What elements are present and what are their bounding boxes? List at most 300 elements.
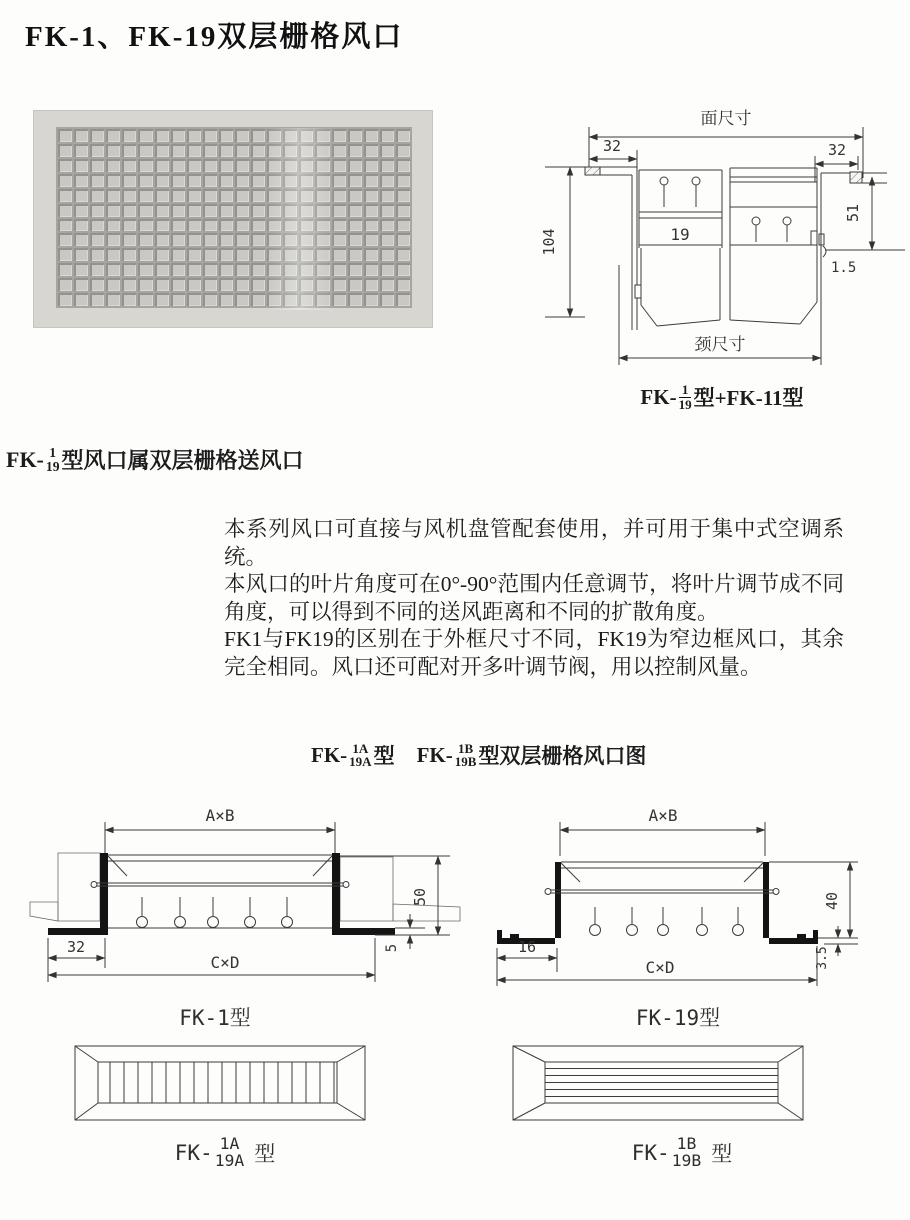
grille-cell xyxy=(58,263,72,276)
grille-cell xyxy=(315,233,329,246)
grille-cell xyxy=(74,189,88,202)
dim-51-label: 51 xyxy=(844,203,862,223)
grille-cell xyxy=(138,189,152,202)
description-paragraph-3: FK1与FK19的区别在于外框尺寸不同，FK19为窄边框风口，其余完全相同。风口还可配对开多叶调节阀，用以控制风量。 xyxy=(224,627,844,679)
grille-cell xyxy=(364,204,378,217)
caption-frac-den: 19 xyxy=(678,397,692,412)
grille-cell xyxy=(235,263,249,276)
grille-product-photo xyxy=(33,110,433,328)
grille-cell xyxy=(219,278,233,291)
grille-cell xyxy=(396,204,410,217)
grille-cell xyxy=(187,189,201,202)
grille-cell xyxy=(364,159,378,172)
grille-cell xyxy=(348,144,362,157)
caption-frac-num: 1 xyxy=(679,383,692,398)
front-left-prefix: FK- xyxy=(174,1140,213,1165)
diagram-heading-left xyxy=(311,740,395,770)
grille-cell xyxy=(396,129,410,142)
grille-cell xyxy=(138,159,152,172)
grille-cell xyxy=(187,219,201,232)
grille-cell xyxy=(315,219,329,232)
heading-suffix-b: 型双层栅格风口图 xyxy=(478,744,647,768)
grille-cell xyxy=(332,278,346,291)
grille-cell xyxy=(171,293,185,306)
grille-cell xyxy=(155,129,169,142)
grille-cell xyxy=(171,219,185,232)
fk1-dim-ab: A×B xyxy=(205,806,235,825)
grille-cell xyxy=(235,219,249,232)
grille-cell xyxy=(187,144,201,157)
grille-cell xyxy=(235,248,249,261)
grille-cell xyxy=(58,293,72,306)
caption-prefix: FK- xyxy=(640,384,677,409)
combined-section-drawing xyxy=(540,100,908,370)
vertical-slats xyxy=(110,1062,334,1103)
grille-cell xyxy=(364,233,378,246)
grille-cell xyxy=(58,219,72,232)
grille-cell xyxy=(332,293,346,306)
grille-cell xyxy=(155,263,169,276)
fk1-section-drawing xyxy=(30,790,460,1025)
front-right-num: 1B xyxy=(676,1134,697,1153)
fk19-blade-pins xyxy=(590,907,744,936)
grille-cell xyxy=(171,204,185,217)
grille-cell xyxy=(267,129,281,142)
grille-cell xyxy=(106,159,120,172)
grille-cell xyxy=(74,278,88,291)
description-paragraph-2: 本风口的叶片角度可在0°-90°范围内任意调节，将叶片调节成不同角度，可以得到不同的送风距离和不同的扩散角度。 xyxy=(224,572,844,624)
grille-cell xyxy=(122,159,136,172)
grille-cell xyxy=(171,278,185,291)
grille-cell xyxy=(171,174,185,187)
grille-cell xyxy=(122,263,136,276)
intro-suffix: 型风口属双层栅格送风口 xyxy=(61,448,304,473)
grille-cell xyxy=(203,129,217,142)
grille-cell xyxy=(364,174,378,187)
grille-cell xyxy=(138,219,152,232)
grille-cell xyxy=(74,129,88,142)
grille-cell xyxy=(251,233,265,246)
grille-cell xyxy=(283,159,297,172)
combined-drawing-caption xyxy=(622,382,822,412)
grille-cell xyxy=(58,189,72,202)
grille-cell xyxy=(58,278,72,291)
grille-cell xyxy=(396,263,410,276)
grille-cell xyxy=(138,174,152,187)
grille-cell xyxy=(380,219,394,232)
grille-cell xyxy=(396,189,410,202)
grille-cell xyxy=(380,293,394,306)
grille-cell xyxy=(315,278,329,291)
grille-cell xyxy=(90,278,104,291)
grille-cell xyxy=(332,159,346,172)
grille-cell xyxy=(58,174,72,187)
grille-cell xyxy=(251,293,265,306)
fk1-dim-cd: C×D xyxy=(210,953,240,972)
grille-cell xyxy=(106,129,120,142)
grille-cell xyxy=(171,129,185,142)
grille-cell xyxy=(58,233,72,246)
heading-num-a: 1A xyxy=(352,740,369,756)
grille-cell xyxy=(235,129,249,142)
dim-face-label: 面尺寸 xyxy=(700,109,752,129)
grille-cell xyxy=(235,233,249,246)
grille-cell xyxy=(299,263,313,276)
grille-cell xyxy=(203,159,217,172)
grille-cell xyxy=(187,159,201,172)
grille-cell xyxy=(315,129,329,142)
grille-cell xyxy=(187,204,201,217)
grille-cell xyxy=(74,219,88,232)
grille-cell xyxy=(299,189,313,202)
grille-cell xyxy=(283,144,297,157)
grille-cell xyxy=(364,189,378,202)
grille-cell xyxy=(348,189,362,202)
grille-cell xyxy=(251,189,265,202)
grille-cell xyxy=(171,159,185,172)
grille-cell xyxy=(235,159,249,172)
grille-cell xyxy=(299,204,313,217)
fk1-dim-32: 32 xyxy=(66,938,86,956)
grille-cell xyxy=(122,248,136,261)
grille-cell xyxy=(283,129,297,142)
grille-cell xyxy=(58,144,72,157)
grille-cell xyxy=(267,159,281,172)
grille-cell xyxy=(348,293,362,306)
grille-cell xyxy=(219,144,233,157)
grille-cell xyxy=(332,204,346,217)
grille-cell xyxy=(315,159,329,172)
grille-cell xyxy=(396,219,410,232)
grille-cell xyxy=(74,159,88,172)
grille-cell xyxy=(283,189,297,202)
grille-cell xyxy=(283,263,297,276)
grille-cell xyxy=(332,263,346,276)
intro-prefix: FK- xyxy=(6,446,44,472)
grille-cell xyxy=(122,293,136,306)
page-title: FK-1、FK-19双层栅格风口 xyxy=(25,21,404,53)
grille-cell xyxy=(106,233,120,246)
grille-cell xyxy=(235,204,249,217)
fk19-dim-cd: C×D xyxy=(645,958,675,977)
grille-cell xyxy=(396,293,410,306)
grille-cell xyxy=(138,204,152,217)
grille-cell xyxy=(380,248,394,261)
grille-cell xyxy=(106,204,120,217)
grille-cell xyxy=(364,248,378,261)
heading-num-b: 1B xyxy=(457,740,474,756)
grille-cell xyxy=(267,144,281,157)
grille-cell xyxy=(187,174,201,187)
grille-cell xyxy=(396,233,410,246)
grille-cell xyxy=(106,263,120,276)
grille-cell xyxy=(235,278,249,291)
grille-cell xyxy=(219,204,233,217)
grille-cell xyxy=(90,174,104,187)
grille-cell xyxy=(187,293,201,306)
grille-cell xyxy=(106,248,120,261)
grille-cell xyxy=(155,189,169,202)
grille-cell xyxy=(171,248,185,261)
grille-cell xyxy=(348,263,362,276)
grille-cell xyxy=(267,219,281,232)
grille-cell xyxy=(315,204,329,217)
grille-cell xyxy=(299,129,313,142)
grille-cell xyxy=(380,159,394,172)
fk19-dim-3-5: 3.5 xyxy=(815,946,830,970)
fk1-caption: FK-1型 xyxy=(179,1006,251,1030)
grille-cell xyxy=(90,248,104,261)
intro-frac-den: 19 xyxy=(45,458,60,474)
grille-cell xyxy=(283,278,297,291)
front-view-vertical-slats xyxy=(70,1040,380,1130)
fk19-dim-ab: A×B xyxy=(648,806,678,825)
grille-cell xyxy=(203,174,217,187)
grille-cell xyxy=(122,278,136,291)
horizontal-slats xyxy=(545,1069,778,1097)
grille-cell xyxy=(122,219,136,232)
description-paragraph-1: 本系列风口可直接与风机盘管配套使用，并可用于集中式空调系统。 xyxy=(224,517,844,569)
grille-cell xyxy=(90,293,104,306)
grille-cell xyxy=(380,233,394,246)
grille-cell xyxy=(122,204,136,217)
grille-cell xyxy=(283,248,297,261)
grille-cell xyxy=(106,174,120,187)
grille-cell xyxy=(155,174,169,187)
grille-cell xyxy=(106,278,120,291)
grille-cell xyxy=(348,129,362,142)
grille-cell xyxy=(155,278,169,291)
grille-cell xyxy=(299,248,313,261)
grille-cell xyxy=(90,189,104,202)
dim-32-right-label: 32 xyxy=(827,141,847,159)
fk1-dim-50: 50 xyxy=(411,887,429,907)
grille-cell xyxy=(267,263,281,276)
grille-cell xyxy=(348,204,362,217)
grille-cell xyxy=(251,248,265,261)
grille-cell xyxy=(90,204,104,217)
grille-cell xyxy=(138,248,152,261)
grille-cell xyxy=(203,263,217,276)
front-right-caption xyxy=(602,1136,762,1169)
grille-cell xyxy=(219,248,233,261)
heading-den-b: 19B xyxy=(454,754,477,769)
grille-cell xyxy=(155,293,169,306)
grille-cell xyxy=(74,248,88,261)
grille-cell xyxy=(332,219,346,232)
grille-cell xyxy=(235,189,249,202)
grille-cell xyxy=(203,204,217,217)
grille-cell xyxy=(90,233,104,246)
grille-cell xyxy=(122,174,136,187)
grille-cell xyxy=(315,293,329,306)
front-left-caption xyxy=(145,1136,305,1169)
grille-cell xyxy=(299,219,313,232)
grille-cell xyxy=(187,233,201,246)
grille-cell xyxy=(155,144,169,157)
grille-cell xyxy=(219,159,233,172)
grille-cell xyxy=(90,219,104,232)
grille-cell xyxy=(348,219,362,232)
grille-cell xyxy=(219,219,233,232)
grille-cell xyxy=(332,144,346,157)
caption-suffix: 型+FK-11型 xyxy=(693,386,804,410)
fk19-dim-16: 16 xyxy=(517,938,537,956)
grille-cell xyxy=(219,233,233,246)
grille-cell xyxy=(122,233,136,246)
diagram-heading xyxy=(311,740,646,770)
grille-cell xyxy=(251,219,265,232)
grille-cell xyxy=(283,293,297,306)
grille-cell xyxy=(267,204,281,217)
grille-cell xyxy=(299,174,313,187)
fk19-dim-40: 40 xyxy=(823,891,841,911)
grille-cell xyxy=(251,159,265,172)
grille-cell xyxy=(171,233,185,246)
grille-cell xyxy=(364,129,378,142)
grille-cell xyxy=(155,204,169,217)
grille-cell xyxy=(251,129,265,142)
grille-cell xyxy=(267,293,281,306)
grille-cell xyxy=(138,263,152,276)
heading-prefix-b: FK- xyxy=(416,742,453,767)
front-view-horizontal-slats xyxy=(510,1040,820,1130)
grille-cell xyxy=(58,248,72,261)
fk11-damper-unit xyxy=(730,168,824,324)
grille-cell xyxy=(380,263,394,276)
grille-cell xyxy=(332,129,346,142)
fk19-section-drawing xyxy=(480,790,910,1025)
grille-cell xyxy=(74,263,88,276)
grille-cell xyxy=(138,293,152,306)
grille-cell xyxy=(155,248,169,261)
grille-cell xyxy=(283,219,297,232)
grille-photo-grid xyxy=(56,127,412,308)
dim-1-5-label: 1.5 xyxy=(831,260,857,276)
grille-cell xyxy=(122,129,136,142)
grille-cell xyxy=(283,174,297,187)
grille-cell xyxy=(74,204,88,217)
grille-cell xyxy=(315,144,329,157)
grille-cell xyxy=(380,129,394,142)
grille-cell xyxy=(106,219,120,232)
grille-cell xyxy=(171,189,185,202)
grille-cell xyxy=(267,248,281,261)
dim-neck-label: 颈尺寸 xyxy=(694,335,746,355)
grille-cell xyxy=(58,204,72,217)
grille-cell xyxy=(219,129,233,142)
grille-cell xyxy=(364,144,378,157)
description-text xyxy=(224,516,844,682)
grille-cell xyxy=(203,248,217,261)
intro-frac-num: 1 xyxy=(49,444,57,460)
grille-cell xyxy=(90,129,104,142)
grille-cell xyxy=(74,174,88,187)
grille-cell xyxy=(267,189,281,202)
grille-cell xyxy=(187,248,201,261)
grille-cell xyxy=(138,144,152,157)
grille-cell xyxy=(235,144,249,157)
grille-cell xyxy=(348,248,362,261)
grille-cell xyxy=(380,144,394,157)
grille-cell xyxy=(299,144,313,157)
fk119-grille-unit xyxy=(635,170,722,326)
grille-cell xyxy=(315,174,329,187)
grille-cell xyxy=(138,129,152,142)
grille-cell xyxy=(364,219,378,232)
grille-cell xyxy=(187,263,201,276)
grille-cell xyxy=(251,204,265,217)
grille-cell xyxy=(299,293,313,306)
grille-cell xyxy=(283,233,297,246)
grille-cell xyxy=(332,248,346,261)
grille-cell xyxy=(219,189,233,202)
grille-cell xyxy=(283,204,297,217)
grille-cell xyxy=(155,159,169,172)
grille-cell xyxy=(251,144,265,157)
grille-cell xyxy=(138,278,152,291)
grille-cell xyxy=(251,174,265,187)
fk1-dim-5: 5 xyxy=(384,943,400,953)
grille-cell xyxy=(203,189,217,202)
front-right-suffix: 型 xyxy=(711,1141,733,1166)
grille-cell xyxy=(396,174,410,187)
grille-cell xyxy=(155,233,169,246)
grille-cell xyxy=(122,144,136,157)
grille-cell xyxy=(267,278,281,291)
grille-cell xyxy=(348,278,362,291)
grille-cell xyxy=(203,233,217,246)
grille-cell xyxy=(171,263,185,276)
grille-cell xyxy=(396,144,410,157)
grille-cell xyxy=(380,174,394,187)
grille-cell xyxy=(155,219,169,232)
grille-cell xyxy=(364,278,378,291)
grille-cell xyxy=(364,293,378,306)
grille-cell xyxy=(380,204,394,217)
heading-den-a: 19A xyxy=(349,754,372,769)
grille-cell xyxy=(219,263,233,276)
grille-cell xyxy=(299,233,313,246)
grille-cell xyxy=(332,174,346,187)
grille-cell xyxy=(106,144,120,157)
grille-cell xyxy=(332,189,346,202)
front-left-den: 19A xyxy=(214,1150,245,1170)
fk1-blade-pins xyxy=(137,897,293,928)
grille-cell xyxy=(235,174,249,187)
grille-cell xyxy=(106,293,120,306)
grille-cell xyxy=(58,129,72,142)
grille-cell xyxy=(315,263,329,276)
dim-32-left-label: 32 xyxy=(602,137,622,155)
grille-cell xyxy=(106,189,120,202)
front-left-num: 1A xyxy=(219,1134,240,1153)
heading-suffix-a: 型 xyxy=(373,744,395,768)
grille-cell xyxy=(267,174,281,187)
grille-cell xyxy=(219,174,233,187)
grille-cell xyxy=(138,233,152,246)
grille-cell xyxy=(315,248,329,261)
grille-cell xyxy=(348,159,362,172)
grille-cell xyxy=(122,189,136,202)
grille-cell xyxy=(58,159,72,172)
grille-cell xyxy=(90,159,104,172)
grille-cell xyxy=(332,233,346,246)
grille-cell xyxy=(364,263,378,276)
grille-cell xyxy=(203,219,217,232)
intro-heading xyxy=(6,444,304,475)
front-right-prefix: FK- xyxy=(631,1140,670,1165)
